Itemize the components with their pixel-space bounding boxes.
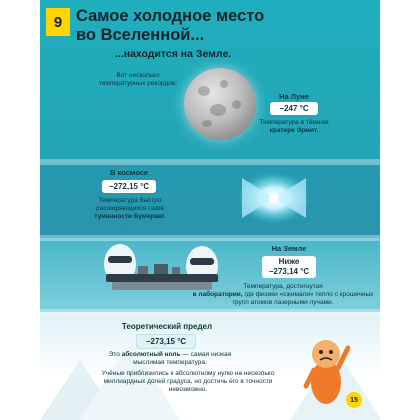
divider	[40, 159, 380, 165]
limit-heading: Теоретический предел	[121, 322, 213, 331]
moon-desc: Температура в тёмном кратере Эрмит.	[259, 119, 329, 134]
space-heading: В космосе	[109, 168, 149, 177]
crater-icon	[210, 104, 226, 116]
earth-heading: На Земле	[271, 244, 307, 253]
fact-number-badge: 9	[46, 8, 70, 36]
page-title	[76, 7, 336, 45]
limit-temp: −273,15 °C	[136, 334, 196, 349]
title-line-1: Самое холодное место	[76, 7, 265, 25]
boomerang-nebula-illustration	[236, 168, 312, 228]
title-line-2: во Вселенной...	[76, 26, 205, 44]
limit-desc: Это абсолютный ноль — самая низкая мыслимая температура.	[108, 351, 232, 366]
moon-temp: −247 °C	[270, 102, 318, 115]
moon-heading: На Луне	[279, 92, 309, 101]
mascot-illustration	[302, 336, 350, 406]
book-page	[40, 0, 380, 420]
crater-icon	[198, 86, 210, 96]
limit-note: Учёные приблизились к абсолютному нулю на несколько миллиардных долей градуса, но достичь его в точности невозможно.	[101, 370, 275, 393]
page-subtitle: ...находится на Земле.	[115, 48, 232, 60]
crater-icon	[232, 100, 241, 109]
divider	[40, 309, 380, 315]
space-desc: Температура быстро расширяющихся газов туманности Бумеранг.	[94, 197, 166, 220]
page-number: 15	[346, 392, 362, 408]
crater-icon	[202, 120, 212, 127]
intro-text: Вот несколько температурных рекордов:	[98, 72, 178, 87]
earth-desc: Температура, достигнутая в лаборатории, где физики «сжимали» тепло с крошечных групп атомов лазерными лучами.	[192, 283, 374, 306]
crater-icon	[220, 80, 228, 88]
earth-temp: Ниже −273,14 °C	[262, 256, 316, 278]
moon-illustration	[184, 68, 256, 140]
space-temp: −272,15 °C	[102, 180, 156, 193]
